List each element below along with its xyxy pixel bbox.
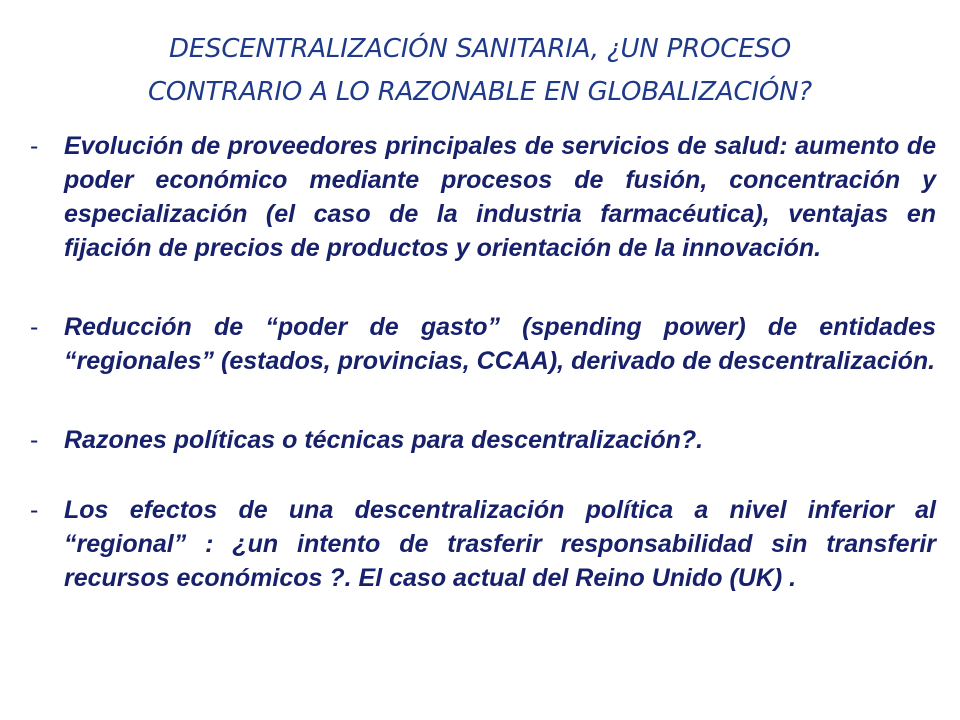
- bullet-text: Razones políticas o técnicas para descentralización?.: [64, 426, 704, 454]
- bullet-list: [30, 129, 936, 640]
- title-line-1: DESCENTRALIZACIÓN SANITARIA, ¿UN PROCESO: [169, 34, 791, 64]
- bullet-text: Reducción de “poder de gasto” (spending power) de entidades “regionales” (estados, provincias, CCAA), derivado de descentralización.: [64, 313, 936, 375]
- title-line-2: CONTRARIO A LO RAZONABLE EN GLOBALIZACIÓN?: [147, 77, 813, 107]
- bullet-item: [30, 129, 936, 265]
- bullet-item: [30, 423, 936, 457]
- bullet-item: [30, 310, 936, 378]
- bullet-dash: -: [30, 132, 39, 160]
- bullet-dash: -: [30, 496, 39, 524]
- bullet-dash: -: [30, 426, 39, 454]
- bullet-text: Los efectos de una descentralización política a nivel inferior al “regional” : ¿un intento de trasferir responsabilidad sin transferir recursos económicos ?. El caso actual del Reino Unido (UK) .: [64, 496, 936, 592]
- bullet-item: [30, 493, 936, 595]
- bullet-dash: -: [30, 313, 39, 341]
- slide-title: [40, 28, 920, 114]
- bullet-text: Evolución de proveedores principales de servicios de salud: aumento de poder económico mediante procesos de fusión, concentración y especialización (el caso de la industria farmacéutica), ventajas en fijación de precios de productos y orientación de la innovación.: [64, 132, 936, 262]
